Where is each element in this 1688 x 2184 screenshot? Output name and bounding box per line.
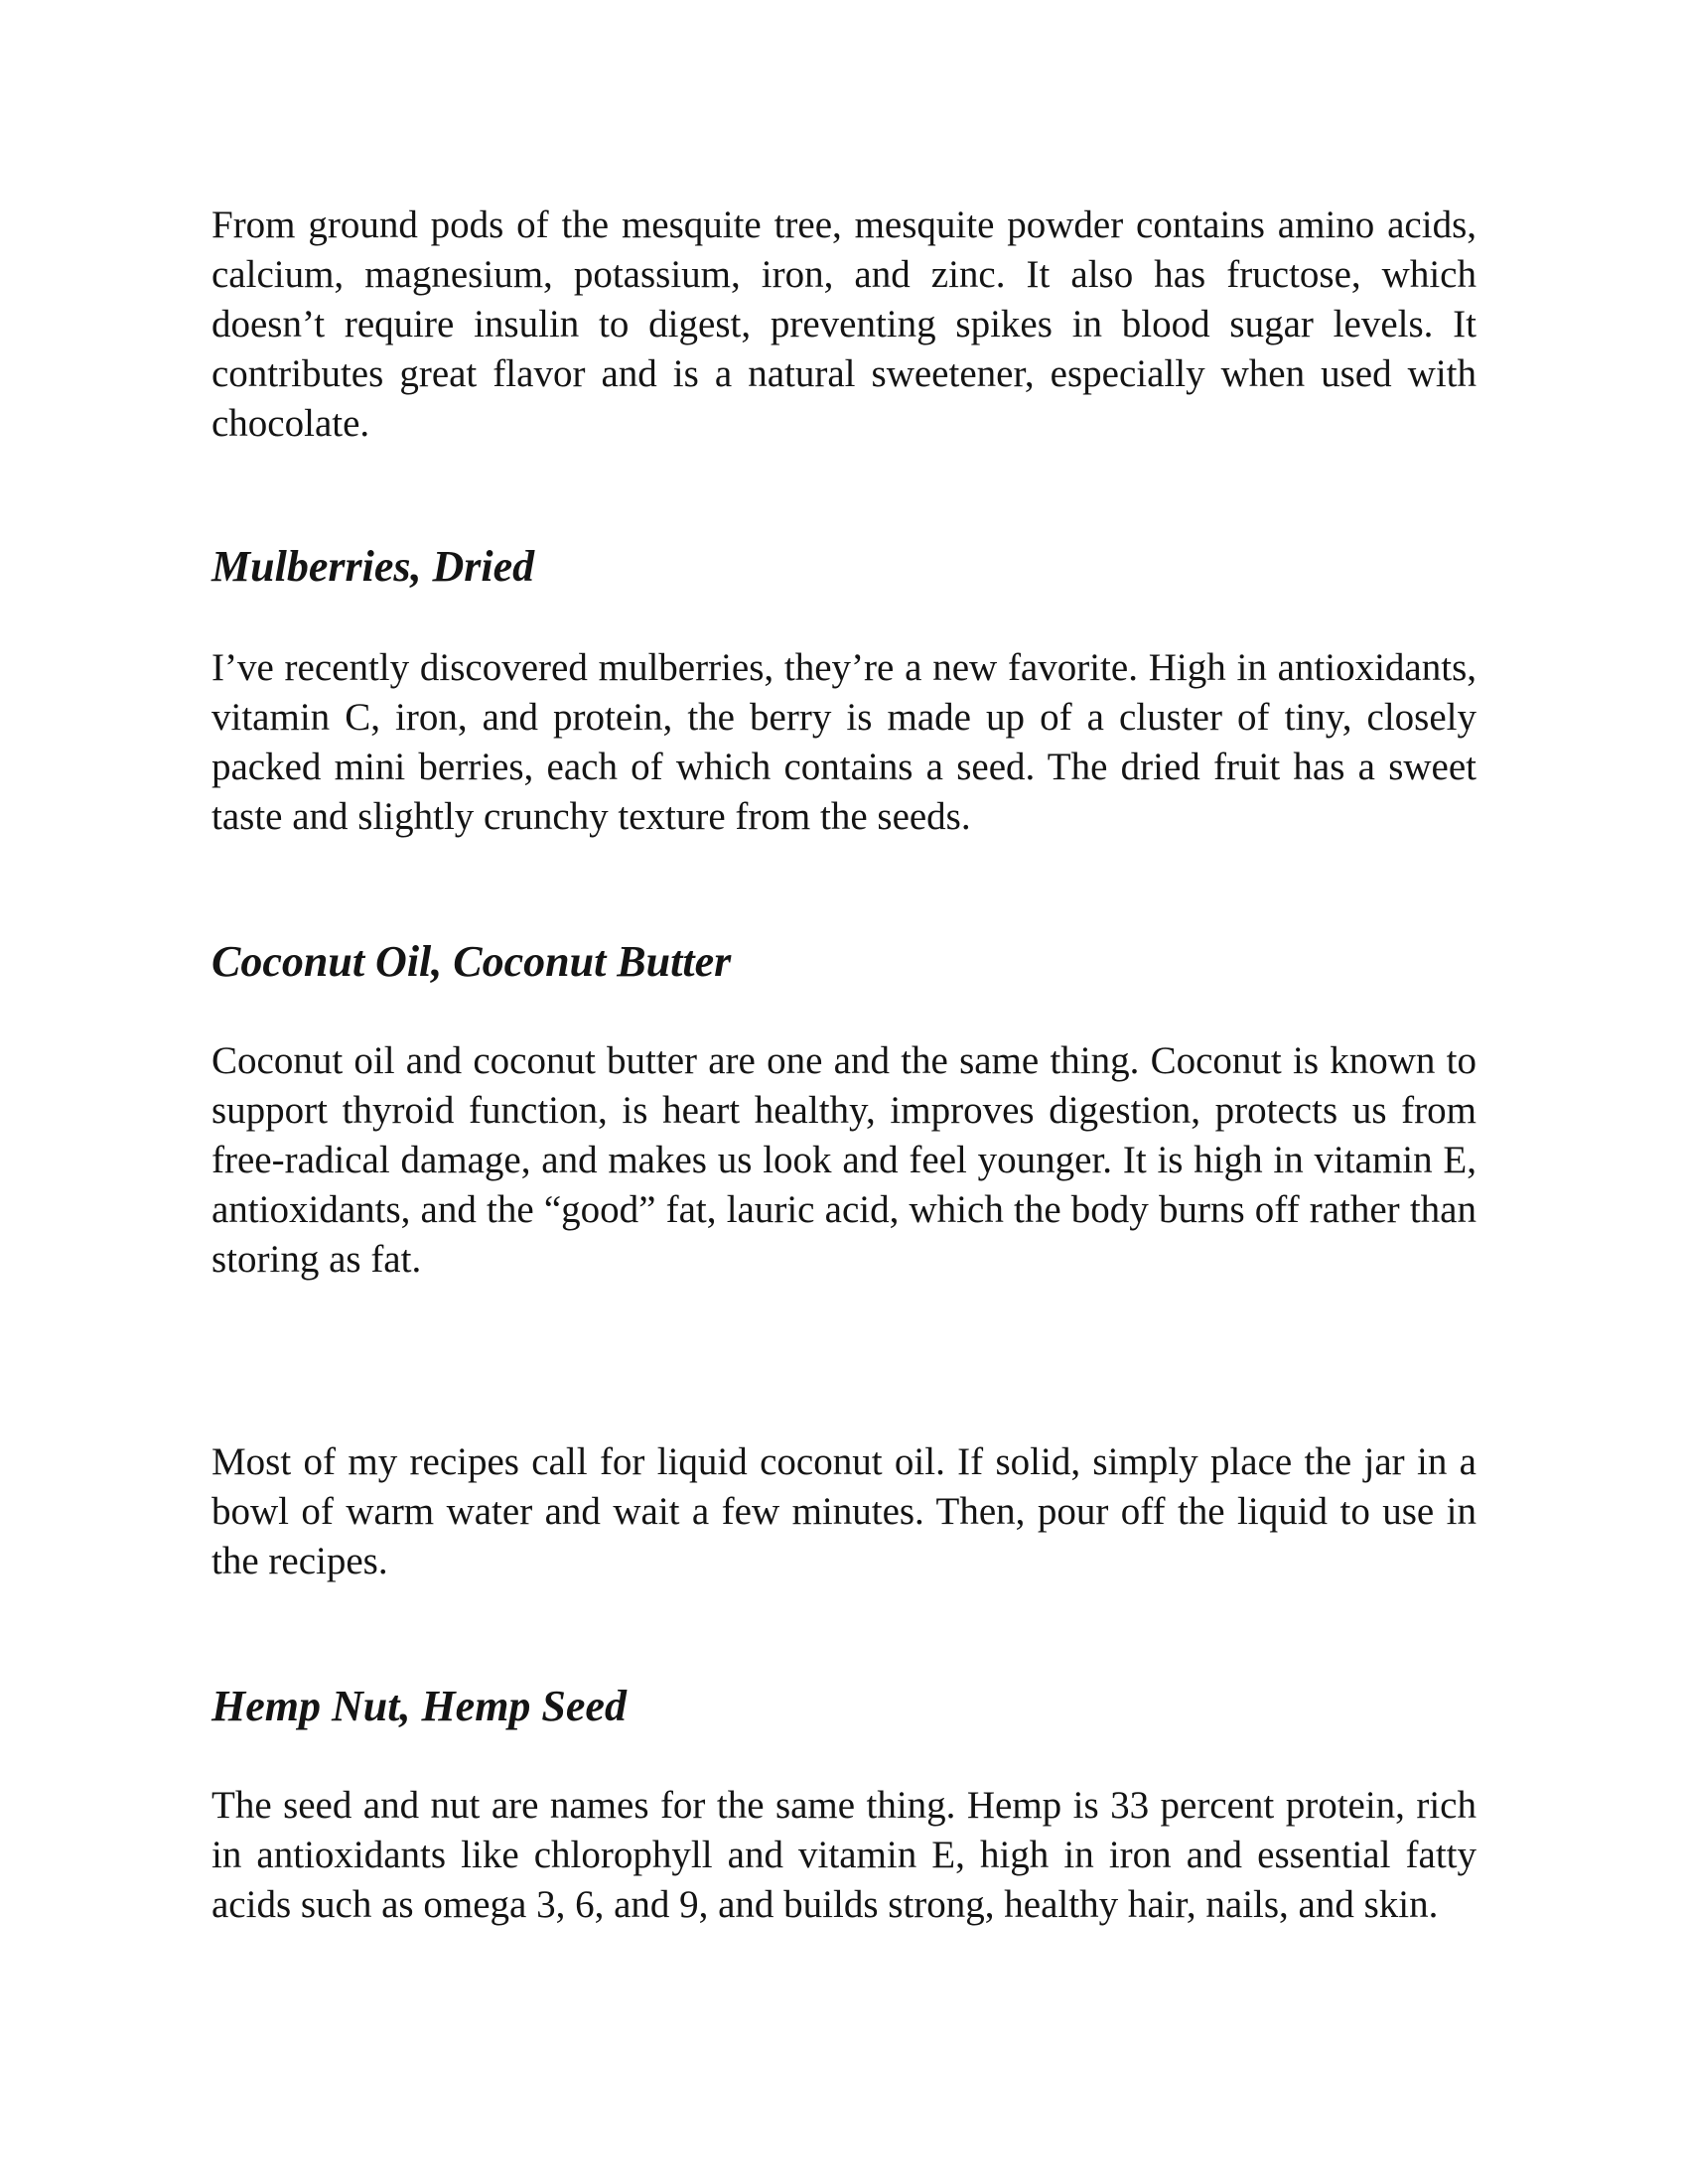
mulberries-heading-block	[211, 540, 1477, 594]
section-heading-coconut: Coconut Oil, Coconut Butter	[211, 937, 732, 986]
coconut-section	[211, 1036, 1477, 1285]
mesquite-section	[211, 201, 1477, 449]
coconut-paragraph: Coconut oil and coconut butter are one and the same thing. Coconut is known to support thyroid function, is heart healthy, improves digestion, protects us from free-radical damage, and makes us look and feel younger. It is high in vitamin E, antioxidants, and the “good” fat, lauric acid, which the body burns off rather than storing as fat.	[211, 1039, 1477, 1281]
coconut-section-2	[211, 1437, 1477, 1586]
coconut-heading-block	[211, 935, 1477, 989]
section-heading-hemp: Hemp Nut, Hemp Seed	[211, 1682, 627, 1730]
section-heading-mulberries: Mulberries, Dried	[211, 542, 535, 591]
hemp-heading-block	[211, 1680, 1477, 1733]
hemp-paragraph: The seed and nut are names for the same thing. Hemp is 33 percent protein, rich in antioxidants like chlorophyll and vitamin E, high in iron and essential fatty acids such as omega 3, 6, and 9, and builds strong, healthy hair, nails, and skin.	[211, 1784, 1477, 1926]
mulberries-paragraph: I’ve recently discovered mulberries, they’re a new favorite. High in antioxidants, vitamin C, iron, and protein, the berry is made up of a cluster of tiny, closely packed mini berries, each of which contains a seed. The dried fruit has a sweet taste and slightly crunchy texture from the seeds.	[211, 646, 1477, 838]
mulberries-section	[211, 643, 1477, 842]
coconut-paragraph-2: Most of my recipes call for liquid coconut oil. If solid, simply place the jar in a bowl of warm water and wait a few minutes. Then, pour off the liquid to use in the recipes.	[211, 1440, 1477, 1582]
hemp-section	[211, 1781, 1477, 1930]
mesquite-paragraph: From ground pods of the mesquite tree, mesquite powder contains amino acids, calcium, magnesium, potassium, iron, and zinc. It also has fructose, which doesn’t require insulin to digest, preventing spikes in blood sugar levels. It contributes great flavor and is a natural sweetener, especially when used with chocolate.	[211, 204, 1477, 445]
